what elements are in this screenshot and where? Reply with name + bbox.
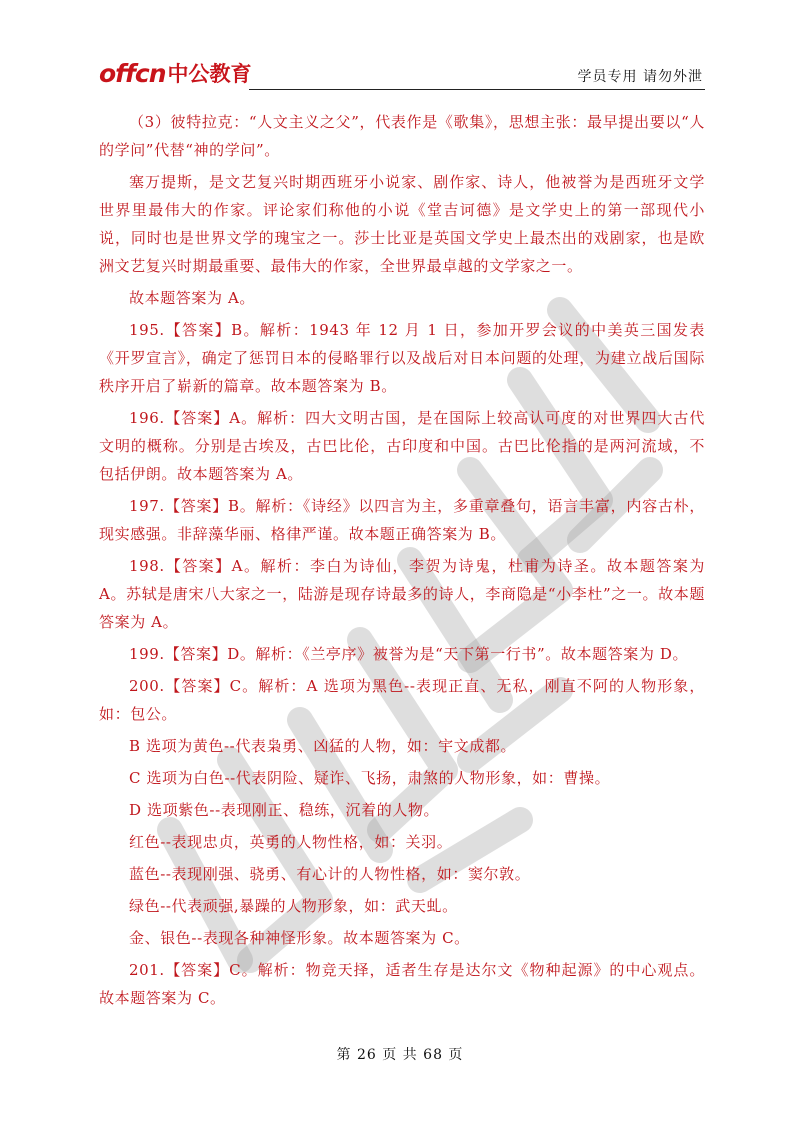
- paragraph: 195.【答案】B。解析：1943 年 12 月 1 日，参加开罗会议的中美英三国发表《开罗宣言》，确定了惩罚日本的侵略罪行以及战后对日本问题的处理，为建立战后国际秩序开启了崭新的篇章。故本题答案为 B。: [99, 321, 705, 395]
- paragraph: C 选项为白色--代表阴险、疑诈、飞扬，肃煞的人物形象，如：曹操。: [129, 769, 611, 787]
- page-header: [99, 58, 705, 90]
- paragraph: 故本题答案为 A。: [129, 289, 256, 307]
- paragraph: 199.【答案】D。解析：《兰亭序》被誉为是“天下第一行书”。故本题答案为 D。: [129, 645, 689, 663]
- logo-latin-text: offcn: [99, 59, 166, 88]
- paragraph: （3）彼特拉克：“人文主义之父”，代表作是《歌集》，思想主张：最早提出要以“人的学问”代替“神的学问”。: [99, 113, 705, 159]
- paragraph: 201.【答案】C。解析：物竞天择，适者生存是达尔文《物种起源》的中心观点。故本题答案为 C。: [99, 961, 705, 1007]
- paragraph: B 选项为黄色--代表枭勇、凶猛的人物，如：宇文成都。: [129, 737, 517, 755]
- offcn-logo: [99, 60, 252, 88]
- paragraph: 200.【答案】C。解析：A 选项为黑色--表现正直、无私，刚直不阿的人物形象，如：包公。: [99, 677, 705, 723]
- paragraph: D 选项紫色--表现刚正、稳练，沉着的人物。: [129, 801, 440, 819]
- paragraph: 198.【答案】A。解析：李白为诗仙，李贺为诗鬼，杜甫为诗圣。故本题答案为 A。苏轼是唐宋八大家之一，陆游是现存诗最多的诗人，李商隐是“小李杜”之一。故本题答案为 A。: [99, 557, 705, 631]
- paragraph: 绿色--代表顽强,暴躁的人物形象，如：武天虬。: [129, 897, 458, 915]
- paragraph: 金、银色--表现各种神怪形象。故本题答案为 C。: [129, 929, 470, 947]
- header-rule: [249, 89, 705, 90]
- logo-chinese-text: 中公教育: [167, 62, 252, 86]
- paragraph: 红色--表现忠贞，英勇的人物性格，如：关羽。: [129, 833, 453, 851]
- paragraph: 196.【答案】A。解析：四大文明古国，是在国际上较高认可度的对世界四大古代文明的概称。分别是古埃及，古巴比伦，古印度和中国。古巴比伦指的是两河流域，不包括伊朗。故本题答案为 A。: [99, 409, 705, 483]
- paragraph: 蓝色--表现刚强、骁勇、有心计的人物性格，如：窦尔敦。: [129, 865, 531, 883]
- paragraph: 197.【答案】B。解析：《诗经》以四言为主，多重章叠句，语言丰富，内容古朴，现实感强。非辞藻华丽、格律严谨。故本题正确答案为 B。: [99, 497, 705, 543]
- page-footer: 第 26 页 共 68 页: [336, 1047, 464, 1063]
- header-note: 学员专用 请勿外泄: [577, 69, 703, 85]
- answer-content: [99, 108, 705, 1016]
- paragraph: 塞万提斯，是文艺复兴时期西班牙小说家、剧作家、诗人，他被誉为是西班牙文学世界里最伟大的作家。评论家们称他的小说《堂吉诃德》是文学史上的第一部现代小说，同时也是世界文学的瑰宝之一。莎士比亚是英国文学史上最杰出的戏剧家，也是欧洲文艺复兴时期最重要、最伟大的作家，全世界最卓越的文学家之一。: [99, 173, 705, 275]
